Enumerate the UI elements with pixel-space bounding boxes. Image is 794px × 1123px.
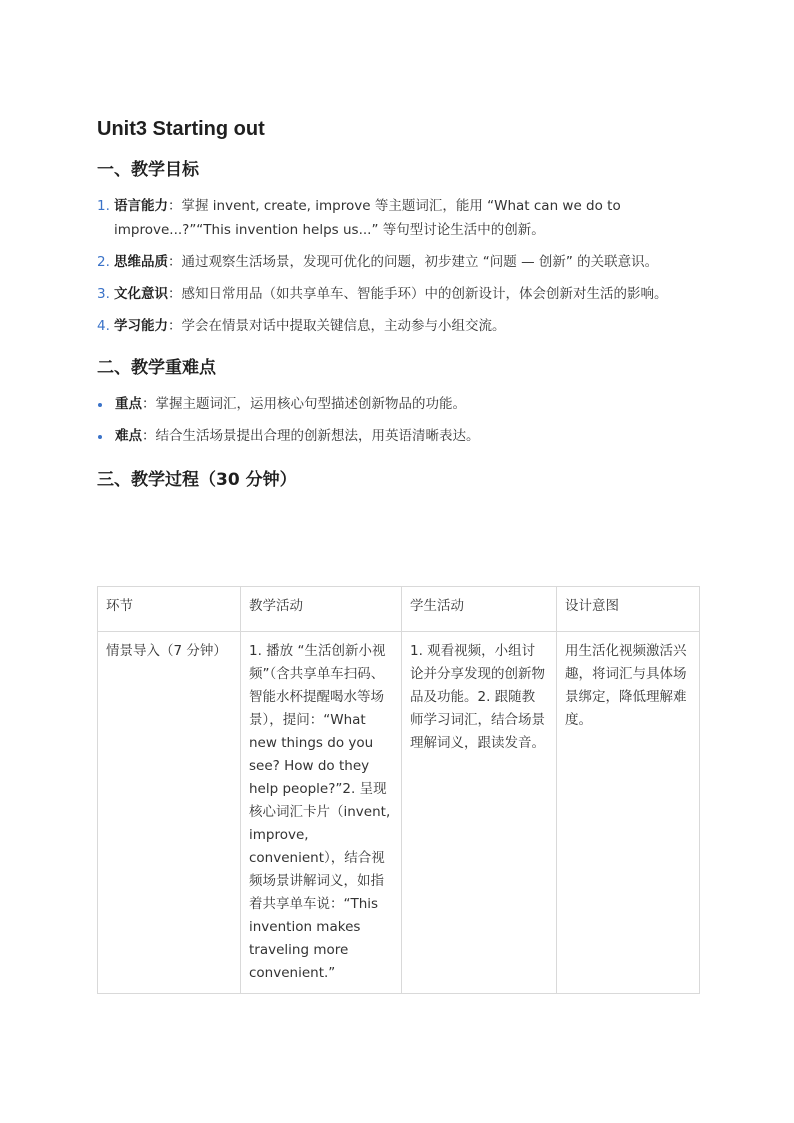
item-text: 掌握主题词汇，运用核心句型描述创新物品的功能。 [155,396,466,412]
table-header-teacher-activity: 教学活动 [241,587,402,632]
item-label: 思维品质 [114,254,168,270]
item-label: 重点 [115,396,142,412]
section-heading-goals: 一、教学目标 [97,160,199,180]
key-points-list [97,392,699,448]
list-item [97,424,699,448]
item-label: 文化意识 [114,286,168,302]
bullet-icon [98,403,102,407]
item-label: 难点 [115,428,142,444]
table-header-student-activity: 学生活动 [402,587,557,632]
item-label: 学习能力 [114,318,168,334]
item-text: 结合生活场景提出合理的创新想法，用英语清晰表达。 [155,428,480,444]
list-number: 2. [97,254,110,270]
table-header-design-intent: 设计意图 [557,587,700,632]
item-text: 学会在情景对话中提取关键信息，主动参与小组交流。 [181,318,506,334]
table-row [98,632,700,994]
item-text: 通过观察生活场景，发现可优化的问题，初步建立 “问题 — 创新” 的关联意识。 [181,254,659,270]
document-page [97,116,699,981]
item-label: 语言能力 [114,198,168,214]
page-title: Unit3 Starting out [97,118,265,140]
list-number: 1. [97,198,110,214]
table-cell-student-activity: 1. 观看视频，小组讨论并分享发现的创新物品及功能。2. 跟随教师学习词汇，结合场景理解词义，跟读发音。 [402,632,557,994]
section-heading-key-points: 二、教学重难点 [97,358,216,378]
item-separator: ： [142,428,156,444]
list-item [97,314,699,338]
goals-list [97,194,699,338]
section-heading-process: 三、教学过程（30 分钟） [97,470,297,490]
list-number: 3. [97,286,110,302]
process-table [97,586,700,994]
item-text: 掌握 invent, create, improve 等主题词汇，能用 “What can we do to improve...?”“This invention helps us...” 等句型讨论生活中的创新。 [114,198,621,238]
table-cell-design-intent: 用生活化视频激活兴趣，将词汇与具体场景绑定，降低理解难度。 [557,632,700,994]
list-item [97,250,699,274]
list-item [97,194,699,242]
list-number: 4. [97,318,110,334]
item-separator: ： [168,318,182,334]
table-header-row [98,587,700,632]
bullet-icon [98,435,102,439]
table-cell-stage: 情景导入（7 分钟） [98,632,241,994]
table-cell-teacher-activity: 1. 播放 “生活创新小视频”（含共享单车扫码、智能水杯提醒喝水等场景），提问：“What new things do you see? How do they help people?”2. 呈现核心词汇卡片（invent, improve, convenient），结合视频场景讲解词义，如指着共享单车说：“This invention makes traveling more convenient.” [241,632,402,994]
item-separator: ： [168,286,182,302]
table-header-stage: 环节 [98,587,241,632]
item-text: 感知日常用品（如共享单车、智能手环）中的创新设计，体会创新对生活的影响。 [181,286,668,302]
list-item [97,282,699,306]
item-separator: ： [168,198,182,214]
item-separator: ： [168,254,182,270]
list-item [97,392,699,416]
item-separator: ： [142,396,156,412]
